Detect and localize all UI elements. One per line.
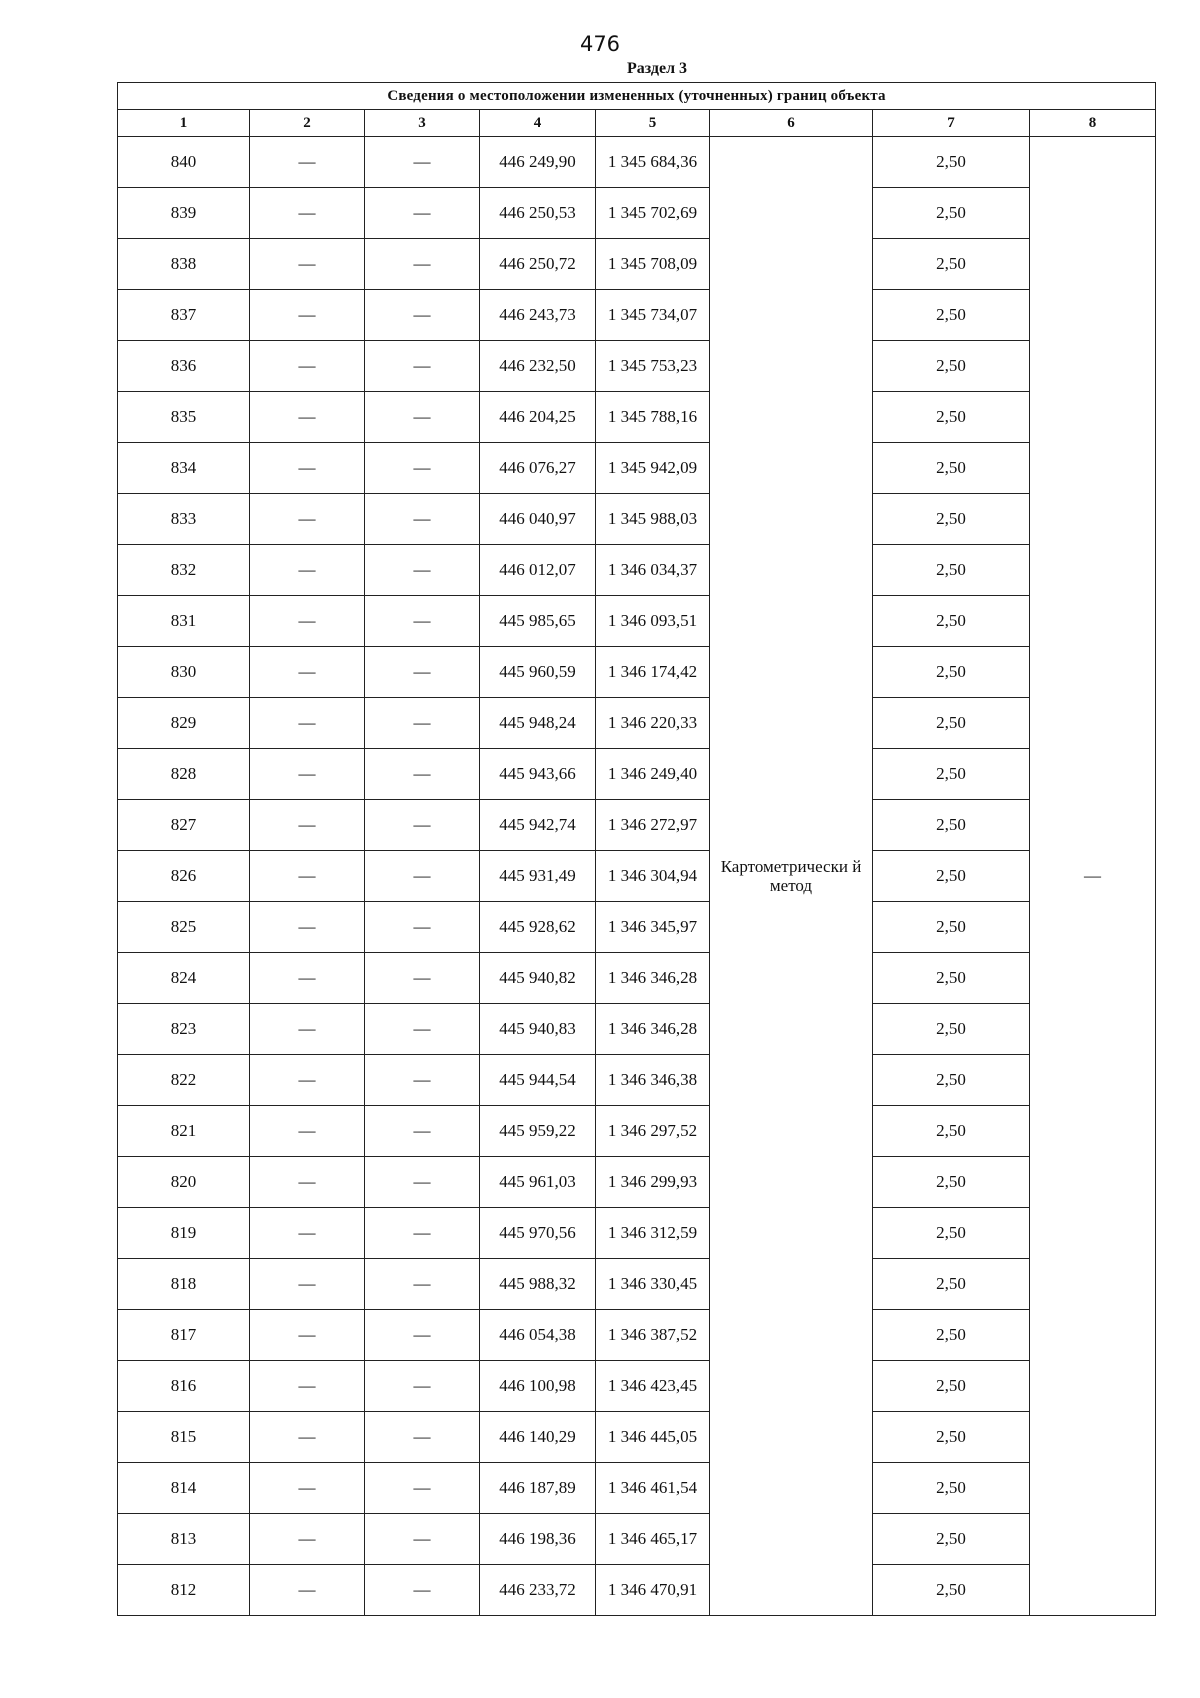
table-row (118, 443, 1156, 494)
point-number-cell: 821 (118, 1106, 250, 1157)
precision-cell: 2,50 (873, 1412, 1030, 1463)
dash-cell: — (365, 1412, 480, 1463)
dash-cell: — (365, 137, 480, 188)
y-coordinate-cell: 1 345 788,16 (596, 392, 710, 443)
precision-cell: 2,50 (873, 1004, 1030, 1055)
precision-cell: 2,50 (873, 1208, 1030, 1259)
precision-cell: 2,50 (873, 1361, 1030, 1412)
y-coordinate-cell: 1 346 093,51 (596, 596, 710, 647)
point-number-cell: 838 (118, 239, 250, 290)
table-row (118, 137, 1156, 188)
point-number-cell: 826 (118, 851, 250, 902)
precision-cell: 2,50 (873, 1463, 1030, 1514)
table-row (118, 800, 1156, 851)
x-coordinate-cell: 446 076,27 (480, 443, 596, 494)
precision-cell: 2,50 (873, 749, 1030, 800)
y-coordinate-cell: 1 346 445,05 (596, 1412, 710, 1463)
precision-cell: 2,50 (873, 188, 1030, 239)
point-number-cell: 819 (118, 1208, 250, 1259)
y-coordinate-cell: 1 346 304,94 (596, 851, 710, 902)
table-row (118, 1106, 1156, 1157)
dash-cell: — (250, 1157, 365, 1208)
dash-cell: — (365, 392, 480, 443)
method-cell: Картометрически й метод (710, 137, 873, 1616)
note-cell: — (1030, 137, 1156, 1616)
y-coordinate-cell: 1 345 753,23 (596, 341, 710, 392)
dash-cell: — (365, 596, 480, 647)
y-coordinate-cell: 1 346 423,45 (596, 1361, 710, 1412)
dash-cell: — (365, 1106, 480, 1157)
x-coordinate-cell: 446 054,38 (480, 1310, 596, 1361)
table-row (118, 1259, 1156, 1310)
y-coordinate-cell: 1 346 034,37 (596, 545, 710, 596)
table-row (118, 647, 1156, 698)
x-coordinate-cell: 445 959,22 (480, 1106, 596, 1157)
y-coordinate-cell: 1 346 346,28 (596, 1004, 710, 1055)
x-coordinate-cell: 445 944,54 (480, 1055, 596, 1106)
precision-cell: 2,50 (873, 494, 1030, 545)
table-row (118, 1157, 1156, 1208)
dash-cell: — (250, 341, 365, 392)
x-coordinate-cell: 446 243,73 (480, 290, 596, 341)
y-coordinate-cell: 1 346 346,28 (596, 953, 710, 1004)
dash-cell: — (365, 1208, 480, 1259)
y-coordinate-cell: 1 346 249,40 (596, 749, 710, 800)
dash-cell: — (365, 188, 480, 239)
dash-cell: — (250, 1055, 365, 1106)
dash-cell: — (250, 953, 365, 1004)
dash-cell: — (250, 596, 365, 647)
x-coordinate-cell: 446 250,72 (480, 239, 596, 290)
point-number-cell: 813 (118, 1514, 250, 1565)
point-number-cell: 816 (118, 1361, 250, 1412)
precision-cell: 2,50 (873, 1259, 1030, 1310)
dash-cell: — (250, 1565, 365, 1616)
precision-cell: 2,50 (873, 545, 1030, 596)
dash-cell: — (250, 1412, 365, 1463)
x-coordinate-cell: 446 040,97 (480, 494, 596, 545)
dash-cell: — (365, 749, 480, 800)
x-coordinate-cell: 445 931,49 (480, 851, 596, 902)
precision-cell: 2,50 (873, 1106, 1030, 1157)
point-number-cell: 825 (118, 902, 250, 953)
point-number-cell: 812 (118, 1565, 250, 1616)
dash-cell: — (250, 698, 365, 749)
x-coordinate-cell: 445 985,65 (480, 596, 596, 647)
dash-cell: — (250, 749, 365, 800)
column-number-5: 5 (596, 110, 710, 137)
point-number-cell: 839 (118, 188, 250, 239)
y-coordinate-cell: 1 346 346,38 (596, 1055, 710, 1106)
y-coordinate-cell: 1 346 297,52 (596, 1106, 710, 1157)
dash-cell: — (365, 902, 480, 953)
column-number-4: 4 (480, 110, 596, 137)
dash-cell: — (365, 290, 480, 341)
x-coordinate-cell: 445 943,66 (480, 749, 596, 800)
dash-cell: — (250, 902, 365, 953)
point-number-cell: 817 (118, 1310, 250, 1361)
boundary-coordinates-table (117, 82, 1156, 1616)
dash-cell: — (365, 698, 480, 749)
dash-cell: — (250, 800, 365, 851)
table-body (118, 83, 1156, 1616)
dash-cell: — (250, 647, 365, 698)
table-row (118, 596, 1156, 647)
y-coordinate-cell: 1 346 272,97 (596, 800, 710, 851)
table-row (118, 1361, 1156, 1412)
precision-cell: 2,50 (873, 851, 1030, 902)
point-number-cell: 834 (118, 443, 250, 494)
x-coordinate-cell: 446 249,90 (480, 137, 596, 188)
dash-cell: — (250, 392, 365, 443)
point-number-cell: 822 (118, 1055, 250, 1106)
table-row (118, 1310, 1156, 1361)
precision-cell: 2,50 (873, 443, 1030, 494)
x-coordinate-cell: 446 100,98 (480, 1361, 596, 1412)
table-row (118, 188, 1156, 239)
point-number-cell: 827 (118, 800, 250, 851)
dash-cell: — (250, 1106, 365, 1157)
table-row (118, 1208, 1156, 1259)
column-number-2: 2 (250, 110, 365, 137)
precision-cell: 2,50 (873, 1514, 1030, 1565)
precision-cell: 2,50 (873, 239, 1030, 290)
y-coordinate-cell: 1 346 387,52 (596, 1310, 710, 1361)
table-row (118, 1463, 1156, 1514)
dash-cell: — (365, 800, 480, 851)
precision-cell: 2,50 (873, 953, 1030, 1004)
precision-cell: 2,50 (873, 341, 1030, 392)
precision-cell: 2,50 (873, 902, 1030, 953)
dash-cell: — (250, 188, 365, 239)
point-number-cell: 829 (118, 698, 250, 749)
table-row (118, 953, 1156, 1004)
precision-cell: 2,50 (873, 698, 1030, 749)
table-caption: Сведения о местоположении измененных (уточненных) границ объекта (118, 83, 1156, 110)
point-number-cell: 818 (118, 1259, 250, 1310)
table-row (118, 239, 1156, 290)
dash-cell: — (250, 1208, 365, 1259)
point-number-cell: 835 (118, 392, 250, 443)
point-number-cell: 833 (118, 494, 250, 545)
table-row (118, 698, 1156, 749)
x-coordinate-cell: 445 928,62 (480, 902, 596, 953)
point-number-cell: 837 (118, 290, 250, 341)
point-number-cell: 820 (118, 1157, 250, 1208)
dash-cell: — (365, 341, 480, 392)
y-coordinate-cell: 1 346 461,54 (596, 1463, 710, 1514)
precision-cell: 2,50 (873, 647, 1030, 698)
dash-cell: — (365, 1361, 480, 1412)
y-coordinate-cell: 1 345 708,09 (596, 239, 710, 290)
point-number-cell: 828 (118, 749, 250, 800)
precision-cell: 2,50 (873, 596, 1030, 647)
table-row (118, 902, 1156, 953)
x-coordinate-cell: 446 012,07 (480, 545, 596, 596)
dash-cell: — (250, 1463, 365, 1514)
y-coordinate-cell: 1 345 702,69 (596, 188, 710, 239)
point-number-cell: 840 (118, 137, 250, 188)
dash-cell: — (365, 1463, 480, 1514)
x-coordinate-cell: 445 970,56 (480, 1208, 596, 1259)
column-number-6: 6 (710, 110, 873, 137)
point-number-cell: 836 (118, 341, 250, 392)
dash-cell: — (365, 443, 480, 494)
dash-cell: — (365, 1514, 480, 1565)
dash-cell: — (365, 1055, 480, 1106)
y-coordinate-cell: 1 346 220,33 (596, 698, 710, 749)
precision-cell: 2,50 (873, 1565, 1030, 1616)
dash-cell: — (365, 494, 480, 545)
y-coordinate-cell: 1 346 312,59 (596, 1208, 710, 1259)
dash-cell: — (250, 137, 365, 188)
dash-cell: — (250, 239, 365, 290)
dash-cell: — (250, 1004, 365, 1055)
column-number-row (118, 110, 1156, 137)
y-coordinate-cell: 1 346 330,45 (596, 1259, 710, 1310)
precision-cell: 2,50 (873, 1310, 1030, 1361)
point-number-cell: 823 (118, 1004, 250, 1055)
table-row (118, 1565, 1156, 1616)
point-number-cell: 832 (118, 545, 250, 596)
x-coordinate-cell: 446 187,89 (480, 1463, 596, 1514)
dash-cell: — (365, 1565, 480, 1616)
point-number-cell: 824 (118, 953, 250, 1004)
x-coordinate-cell: 445 961,03 (480, 1157, 596, 1208)
section-title: Раздел 3 (626, 60, 688, 77)
table-row (118, 749, 1156, 800)
table-row (118, 1055, 1156, 1106)
dash-cell: — (365, 1157, 480, 1208)
table-row (118, 851, 1156, 902)
x-coordinate-cell: 445 960,59 (480, 647, 596, 698)
precision-cell: 2,50 (873, 1157, 1030, 1208)
y-coordinate-cell: 1 346 299,93 (596, 1157, 710, 1208)
y-coordinate-cell: 1 345 684,36 (596, 137, 710, 188)
page-number: 476 (579, 32, 621, 56)
dash-cell: — (365, 1259, 480, 1310)
y-coordinate-cell: 1 346 465,17 (596, 1514, 710, 1565)
point-number-cell: 830 (118, 647, 250, 698)
dash-cell: — (250, 1259, 365, 1310)
dash-cell: — (365, 851, 480, 902)
point-number-cell: 815 (118, 1412, 250, 1463)
x-coordinate-cell: 445 948,24 (480, 698, 596, 749)
dash-cell: — (250, 494, 365, 545)
dash-cell: — (250, 545, 365, 596)
dash-cell: — (365, 1004, 480, 1055)
x-coordinate-cell: 446 198,36 (480, 1514, 596, 1565)
dash-cell: — (250, 1514, 365, 1565)
dash-cell: — (365, 545, 480, 596)
y-coordinate-cell: 1 345 942,09 (596, 443, 710, 494)
table-row (118, 341, 1156, 392)
column-number-1: 1 (118, 110, 250, 137)
dash-cell: — (250, 1361, 365, 1412)
x-coordinate-cell: 446 232,50 (480, 341, 596, 392)
y-coordinate-cell: 1 345 734,07 (596, 290, 710, 341)
x-coordinate-cell: 445 942,74 (480, 800, 596, 851)
x-coordinate-cell: 446 233,72 (480, 1565, 596, 1616)
dash-cell: — (250, 1310, 365, 1361)
table-row (118, 1412, 1156, 1463)
precision-cell: 2,50 (873, 290, 1030, 341)
column-number-3: 3 (365, 110, 480, 137)
dash-cell: — (365, 239, 480, 290)
point-number-cell: 814 (118, 1463, 250, 1514)
y-coordinate-cell: 1 346 174,42 (596, 647, 710, 698)
precision-cell: 2,50 (873, 800, 1030, 851)
x-coordinate-cell: 445 940,83 (480, 1004, 596, 1055)
table-row (118, 494, 1156, 545)
dash-cell: — (250, 851, 365, 902)
x-coordinate-cell: 446 140,29 (480, 1412, 596, 1463)
y-coordinate-cell: 1 346 345,97 (596, 902, 710, 953)
precision-cell: 2,50 (873, 137, 1030, 188)
point-number-cell: 831 (118, 596, 250, 647)
table-row (118, 1514, 1156, 1565)
precision-cell: 2,50 (873, 1055, 1030, 1106)
dash-cell: — (365, 953, 480, 1004)
column-number-7: 7 (873, 110, 1030, 137)
x-coordinate-cell: 446 204,25 (480, 392, 596, 443)
table-row (118, 545, 1156, 596)
y-coordinate-cell: 1 346 470,91 (596, 1565, 710, 1616)
precision-cell: 2,50 (873, 392, 1030, 443)
column-number-8: 8 (1030, 110, 1156, 137)
dash-cell: — (250, 443, 365, 494)
x-coordinate-cell: 446 250,53 (480, 188, 596, 239)
y-coordinate-cell: 1 345 988,03 (596, 494, 710, 545)
table-row (118, 392, 1156, 443)
table-row (118, 290, 1156, 341)
dash-cell: — (365, 1310, 480, 1361)
dash-cell: — (250, 290, 365, 341)
dash-cell: — (365, 647, 480, 698)
x-coordinate-cell: 445 940,82 (480, 953, 596, 1004)
table-row (118, 1004, 1156, 1055)
x-coordinate-cell: 445 988,32 (480, 1259, 596, 1310)
